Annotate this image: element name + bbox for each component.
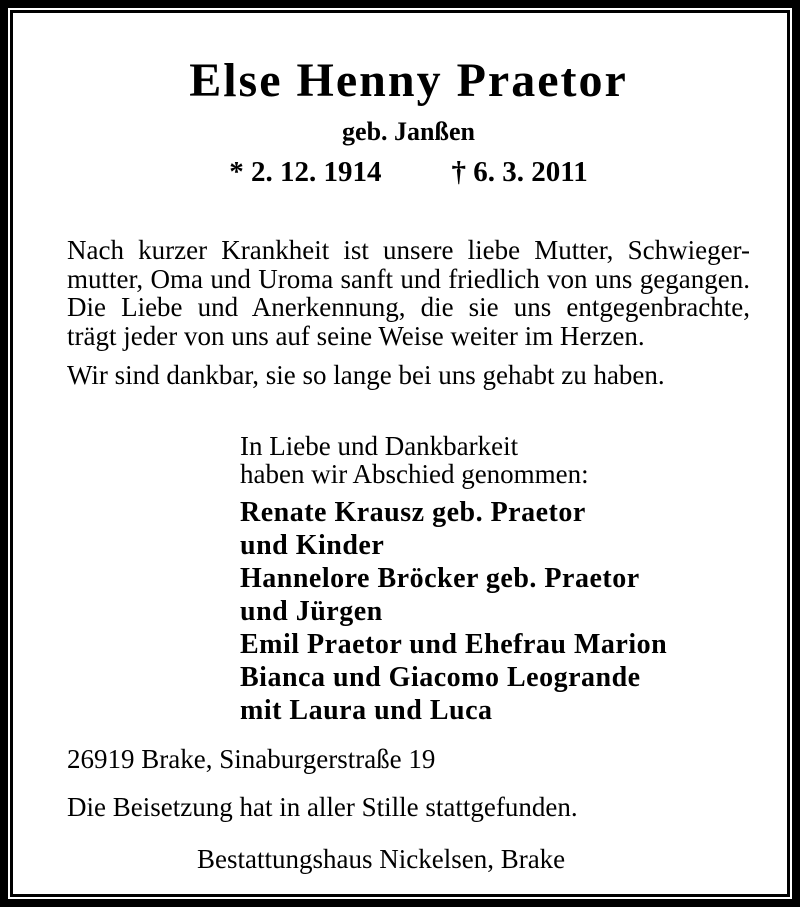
mourner-line: mit Laura und Luca <box>240 694 493 726</box>
deceased-name: Else Henny Praetor <box>189 54 628 107</box>
mourner-line: und Jürgen <box>240 595 383 627</box>
mourner-line: Emil Praetor und Ehefrau Marion <box>240 628 668 660</box>
farewell-line: haben wir Abschied genommen: <box>240 459 589 489</box>
gratitude-line: Wir sind dankbar, sie so lange bei uns gehabt zu haben. <box>67 360 665 390</box>
obituary-notice <box>13 13 787 873</box>
life-dates <box>67 156 750 188</box>
mourners-list <box>240 496 750 727</box>
obituary-paragraph-line: Nach kurzer Krankheit ist unsere liebe Mutter, Schwieger- <box>67 235 750 265</box>
obituary-paragraph-line: Die Liebe und Anerkennung, die sie uns entgegenbrachte, <box>67 292 750 322</box>
obituary-paragraph-line: mutter, Oma und Uroma sanft und friedlich von uns gegangen. <box>67 263 750 294</box>
obituary-paragraph-line: trägt jeder von uns auf seine Weise weiter im Herzen. <box>67 320 645 351</box>
farewell-line: In Liebe und Dankbarkeit <box>240 430 519 461</box>
mourner-line: und Kinder <box>240 529 385 561</box>
farewell-block <box>240 432 750 489</box>
address-line: 26919 Brake, Sinaburgerstraße 19 <box>67 743 436 774</box>
funeral-home-line: Bestattungshaus Nickelsen, Brake <box>197 843 566 874</box>
mourner-line: Bianca und Giacomo Leogrande <box>240 661 641 693</box>
mourner-line: Renate Krausz geb. Praetor <box>240 496 586 528</box>
birth-date: * 2. 12. 1914 <box>229 156 382 188</box>
maiden-name: geb. Janßen <box>342 117 475 146</box>
death-date: † 6. 3. 2011 <box>451 156 588 188</box>
obituary-inner-frame <box>10 10 790 897</box>
obituary-paragraph <box>67 236 750 350</box>
mourner-line: Hannelore Bröcker geb. Praetor <box>240 562 640 594</box>
burial-note: Die Beisetzung hat in aller Stille stattgefunden. <box>67 792 578 822</box>
